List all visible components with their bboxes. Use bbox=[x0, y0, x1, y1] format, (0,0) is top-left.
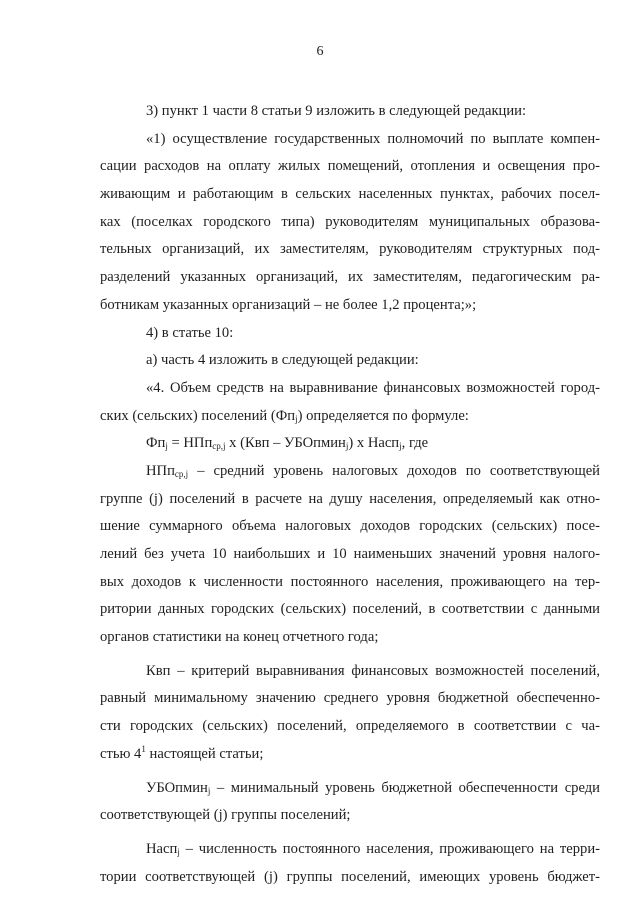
text-line: а) часть 4 изложить в следующей редакции: bbox=[146, 352, 419, 369]
text-line: соответствующей (j) группы поселений; bbox=[100, 807, 351, 824]
text-line: стью $4^1$ настоящей статьи; bbox=[100, 743, 264, 762]
definition-line: НПп$_{ср,j}$ – средний уровень налоговых доходов по соответствующей bbox=[146, 462, 600, 479]
text-line: лений без учета 10 наибольших и 10 наименьших значений уровня налого- bbox=[100, 546, 600, 562]
text-line: тельных организаций, их заместителям, руководителям структурных под- bbox=[100, 241, 600, 258]
text-line: сации расходов на оплату жилых помещений, отопления и освещения про- bbox=[100, 158, 600, 175]
text-line: органов статистики на конец отчетного года; bbox=[100, 629, 379, 646]
text-line: тории соответствующей (j) группы поселений, имеющих уровень бюджет- bbox=[100, 868, 600, 885]
text-line: сти городских (сельских) поселений, определяемого в соответствии с ча- bbox=[100, 718, 600, 735]
document-body bbox=[100, 98, 600, 891]
definition-line: УБОпмин$_j$ – минимальный уровень бюджетной обеспеченности среди bbox=[146, 779, 600, 796]
text-line: 3) пункт 1 части 8 статьи 9 изложить в следующей редакции: bbox=[146, 103, 527, 119]
text-line: равный минимальному значению среднего уровня бюджетной обеспеченно- bbox=[100, 690, 600, 707]
text-line: вых доходов к численности постоянного населения, проживающего на тер- bbox=[100, 573, 600, 590]
text-line: ритории данных городских (сельских) поселений, в соответствии с данными bbox=[100, 601, 600, 618]
text-line: живающим и работающим в сельских населенных пунктах, рабочих посел- bbox=[100, 186, 600, 203]
text-line: ботникам указанных организаций – не более 1,2 процента;»; bbox=[100, 296, 477, 313]
text-line: «4. Объем средств на выравнивание финансовых возможностей город- bbox=[146, 379, 600, 396]
formula-line: $Фп_j = НПп_{ср,j}$ x (Квп – УБОпмин$_j$) x Насп$_j$, где bbox=[146, 435, 429, 452]
text-line: группе (j) поселений в расчете на душу населения, определяемый как отно- bbox=[100, 490, 600, 507]
text-line: ках (поселках городского типа) руководителям муниципальных образова- bbox=[100, 213, 600, 230]
text-line: разделений указанных организаций, их заместителям, педагогическим ра- bbox=[100, 269, 600, 286]
definition-line: Квп – критерий выравнивания финансовых возможностей поселений, bbox=[146, 662, 600, 679]
page-number: 6 bbox=[316, 44, 324, 59]
definition-line: Насп$_j$ – численность постоянного населения, проживающего на терри- bbox=[146, 840, 600, 857]
text-line: ских (сельских) поселений $(Фп_j)$ определяется по формуле: bbox=[100, 407, 469, 424]
text-line: шение суммарного объема налоговых доходов городских (сельских) посе- bbox=[100, 518, 600, 535]
text-line: 4) в статье 10: bbox=[146, 324, 234, 341]
text-line: «1) осуществление государственных полномочий по выплате компен- bbox=[146, 130, 600, 147]
